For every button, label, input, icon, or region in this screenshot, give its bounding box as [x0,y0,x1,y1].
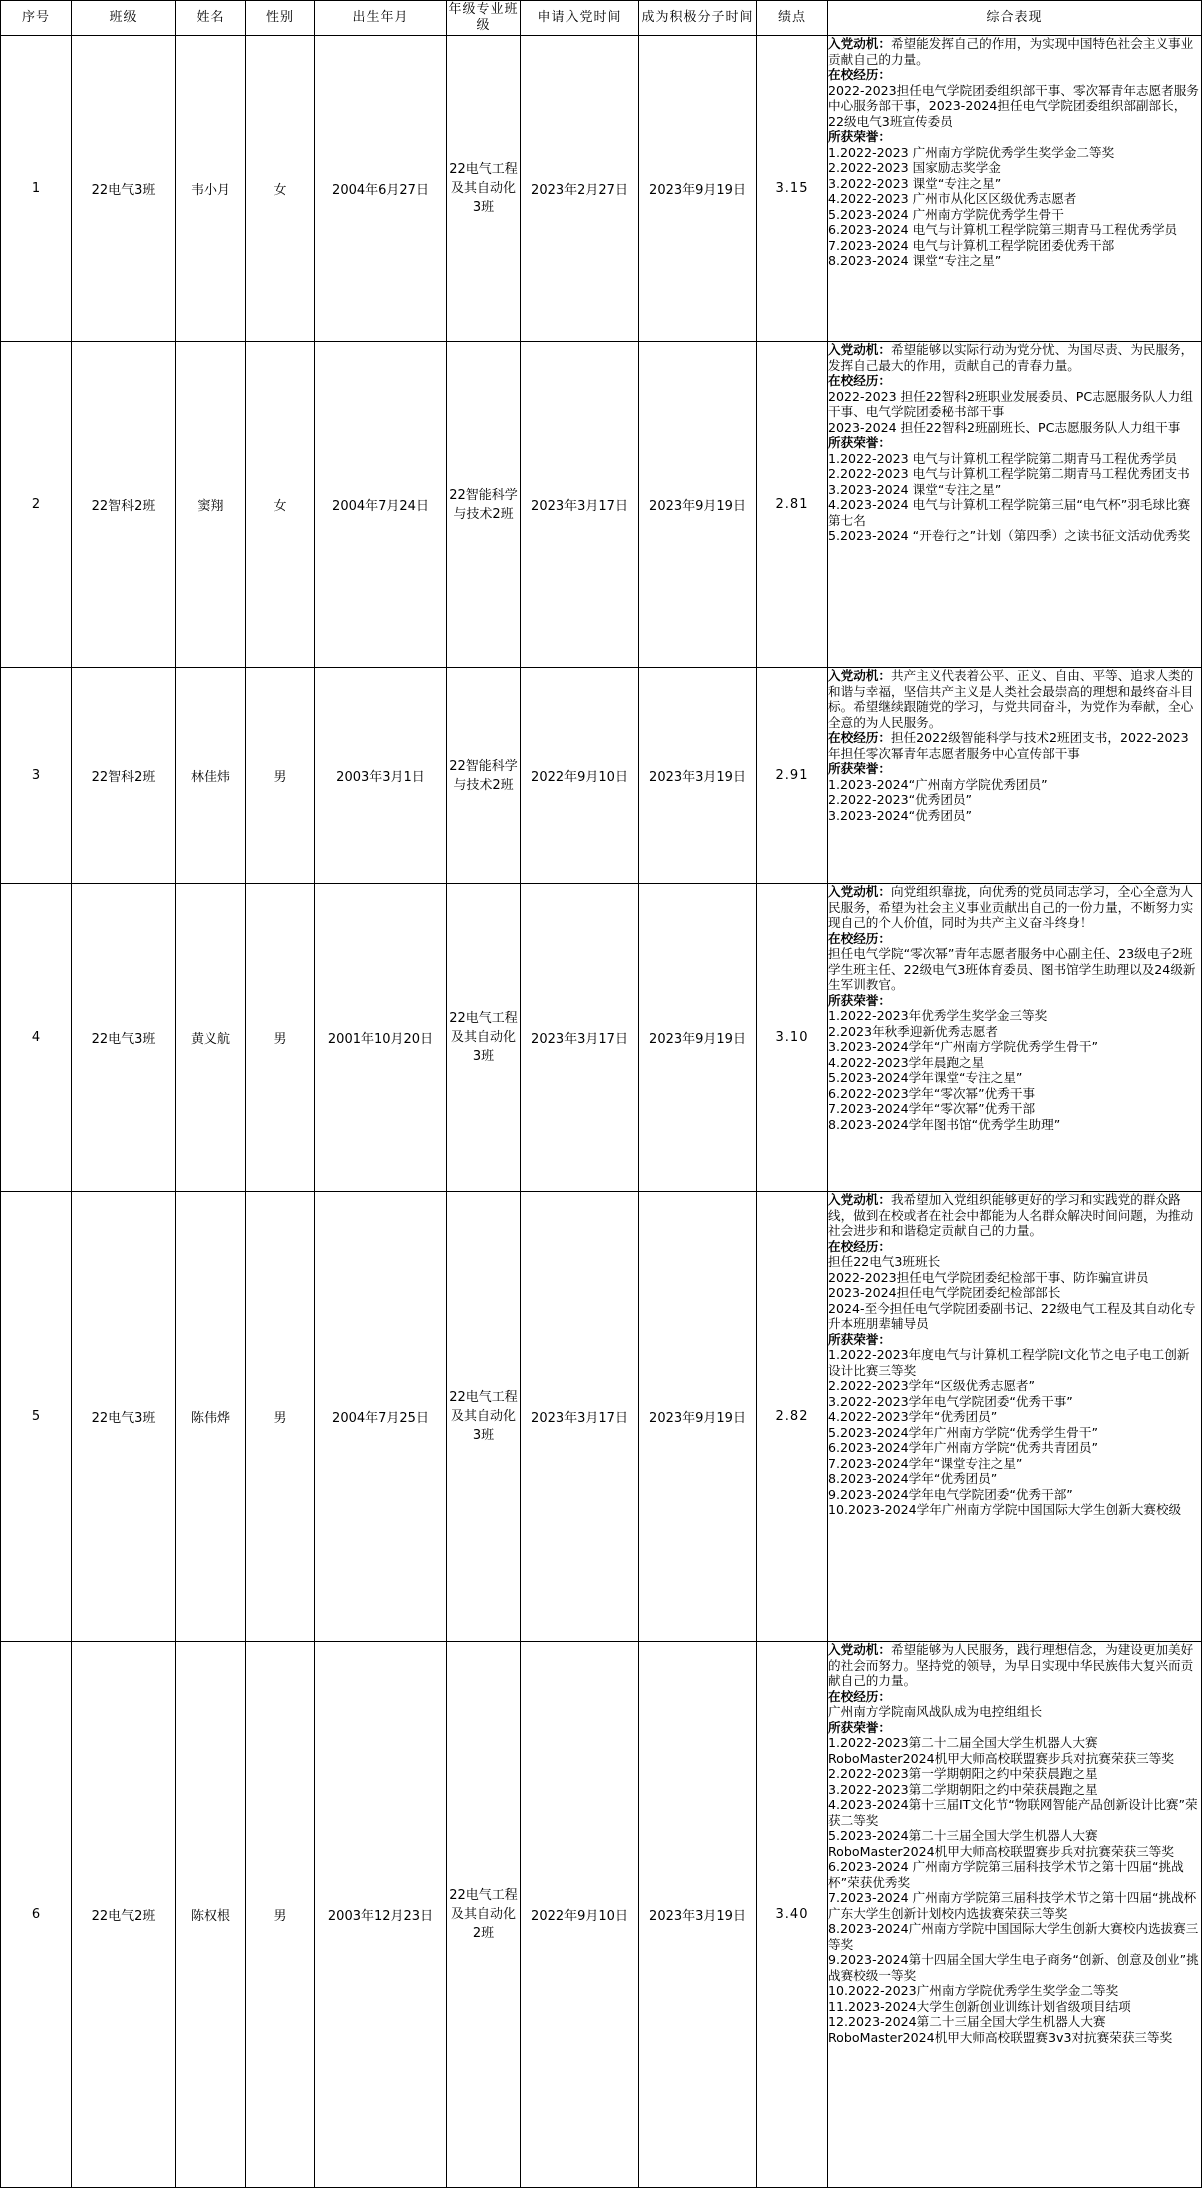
honors-label: 所获荣誉： [828,992,891,1008]
header-activist-date: 成为积极分子时间 [639,1,757,36]
honor-item: 2.2022-2023学年“区级优秀志愿者” [828,1378,1036,1393]
motivation-label: 入党动机： [828,36,891,51]
cell-apply-date: 2022年9月10日 [521,668,639,884]
honor-item: 2.2022-2023 电气与计算机工程学院第二期青马工程优秀团支书 [828,466,1190,481]
motivation-paragraph [828,884,1201,931]
experience-text: 广州南方学院南风战队成为电控组组长 [828,1704,1043,1719]
cell-gender: 男 [246,668,315,884]
experience-item: 2024-至今担任电气学院团委副书记、22级电气工程及其自动化专升本班朋辈辅导员 [828,1300,1196,1331]
cell-class: 22智科2班 [72,342,176,668]
motivation-label: 入党动机： [828,884,891,899]
honor-item: 12.2023-2024第二十三届全国大学生机器人大赛RoboMaster2024机甲大师高校联盟赛3v3对抗赛荣获三等奖 [828,2014,1173,2045]
honor-item: 10.2022-2023广州南方学院优秀学生奖学金二等奖 [828,1983,1119,1998]
honor-item: 10.2023-2024学年广州南方学院中国国际大学生创新大赛校级 [828,1502,1182,1517]
honor-item: 1.2022-2023第二十二届全国大学生机器人大赛RoboMaster2024机甲大师高校联盟赛步兵对抗赛荣获三等奖 [828,1735,1174,1766]
cell-summary [828,36,1202,342]
honor-item: 7.2023-2024学年“课堂专注之星” [828,1455,1023,1471]
honor-item: 3.2022-2023 课堂“专注之星” [828,175,1002,191]
cell-major: 22电气工程及其自动化3班 [447,1192,521,1642]
cell-activist-date: 2023年3月19日 [639,668,757,884]
cell-class: 22智科2班 [72,668,176,884]
motivation-paragraph [828,1192,1201,1239]
cell-summary [828,884,1202,1192]
cell-gpa: 3.15 [757,36,828,342]
honor-item: 8.2023-2024广州南方学院中国国际大学生创新大赛校内选拔赛三等奖 [828,1921,1199,1952]
honor-item: 4.2022-2023学年“优秀团员” [828,1409,998,1424]
cell-summary [828,668,1202,884]
experience-item: 2023-2024担任电气学院团委纪检部部长 [828,1285,1061,1300]
motivation-paragraph [828,342,1201,373]
cell-name: 林佳炜 [176,668,246,884]
experience-item: 2022-2023担任电气学院团委纪检部干事、防诈骗宣讲员 [828,1269,1149,1285]
cell-name: 黄义航 [176,884,246,1192]
experience-text: 担任电气学院“零次幂”青年志愿者服务中心副主任、23级电子2班学生班主任、22级电气3班体育委员、图书馆学生助理以及24级新生军训教官。 [828,946,1196,992]
honor-item: 6.2023-2024学年广州南方学院“优秀共青团员” [828,1440,1099,1455]
cell-class: 22电气3班 [72,884,176,1192]
honors-list [828,1347,1201,1518]
experience-item: 担任22电气3班班长 [828,1254,941,1269]
cell-activist-date: 2023年9月19日 [639,36,757,342]
motivation-label: 入党动机： [828,1192,891,1207]
experience-item: 2023-2024 担任22智科2班副班长、PC志愿服务队人力组干事 [828,419,1181,435]
motivation-text: 共产主义代表着公平、正义、自由、平等、追求人类的和谐与幸福，坚信共产主义是人类社会最崇高的理想和最终奋斗目标。希望继续跟随党的学习，与党共同奋斗，为党作为奉献，全心全意的为人民服务。 [828,668,1194,730]
experience-list [828,1254,1201,1332]
motivation-label: 入党动机： [828,1642,891,1657]
experience-text: 2022-2023担任电气学院团委组织部干事、零次幂青年志愿者服务中心服务部干事，2023-2024担任电气学院团委组织部副部长，22级电气3班宣传委员 [828,82,1199,129]
experience-label: 在校经历： [828,930,891,946]
cell-apply-date: 2023年3月17日 [521,1192,639,1642]
table-row [1,342,1202,668]
cell-gender: 女 [246,342,315,668]
honor-item: 8.2023-2024 课堂“专注之星” [828,253,1002,268]
honor-item: 1.2022-2023年度电气与计算机工程学院I文化节之电子电工创新设计比赛三等奖 [828,1347,1190,1378]
honor-item: 6.2022-2023学年“零次幂”优秀干事 [828,1085,1036,1101]
header-apply-date: 申请入党时间 [521,1,639,36]
cell-birth: 2001年10月20日 [315,884,447,1192]
cell-no: 6 [1,1642,72,2188]
cell-major: 22智能科学与技术2班 [447,668,521,884]
motivation-text: 希望能够以实际行动为党分忧、为国尽责、为民服务，发挥自己最大的作用，贡献自己的青春力量。 [828,342,1194,373]
header-class: 班级 [72,1,176,36]
cell-gpa: 2.82 [757,1192,828,1642]
cell-gender: 男 [246,1192,315,1642]
honor-item: 4.2023-2024 电气与计算机工程学院第三届“电气杯”羽毛球比赛第七名 [828,497,1191,528]
experience-label: 在校经历： [828,1238,891,1254]
honor-item: 2.2022-2023第一学期朝阳之约中荣获晨跑之星 [828,1766,1098,1781]
cell-apply-date: 2023年3月17日 [521,342,639,668]
cell-name: 韦小月 [176,36,246,342]
table-row [1,36,1202,342]
table-row [1,668,1202,884]
honor-item: 9.2023-2024学年电气学院团委“优秀干部” [828,1486,1073,1502]
cell-summary [828,342,1202,668]
honor-item: 2.2023年秋季迎新优秀志愿者 [828,1023,999,1039]
cell-no: 4 [1,884,72,1192]
experience-list [828,389,1201,436]
honors-label: 所获荣誉： [828,1331,891,1347]
honor-item: 4.2022-2023学年晨跑之星 [828,1054,985,1070]
honor-item: 5.2023-2024学年课堂“专注之星” [828,1070,1023,1085]
cell-class: 22电气2班 [72,1642,176,2188]
honor-item: 9.2023-2024第十四届全国大学生电子商务“创新、创意及创业”挑战赛校级一等奖 [828,1952,1199,1983]
cell-class: 22电气3班 [72,36,176,342]
cell-no: 3 [1,668,72,884]
cell-birth: 2004年7月24日 [315,342,447,668]
cell-major: 22电气工程及其自动化2班 [447,1642,521,2188]
header-name: 姓名 [176,1,246,36]
cell-gender: 男 [246,1642,315,2188]
cell-activist-date: 2023年9月19日 [639,1192,757,1642]
honors-label: 所获荣誉： [828,435,891,450]
cell-summary [828,1192,1202,1642]
honors-list [828,1008,1201,1132]
honors-list [828,777,1201,824]
table-header-row [1,1,1202,36]
header-no: 序号 [1,1,72,36]
honor-item: 11.2023-2024大学生创新创业训练计划省级项目结项 [828,1998,1131,2014]
cell-gpa: 3.10 [757,884,828,1192]
honor-item: 7.2023-2024 广州南方学院第三届科技学术节之第十四届“挑战杯广东大学生创新计划校内选拔赛荣获三等奖 [828,1890,1197,1921]
motivation-paragraph [828,668,1201,730]
motivation-text: 向党组织靠拢，向优秀的党员同志学习，全心全意为人民服务，希望为社会主义事业贡献出自己的一份力量，不断努力实现自己的个人价值，同时为共产主义奋斗终身！ [828,884,1194,930]
honor-item: 5.2023-2024第二十三届全国大学生机器人大赛RoboMaster2024机甲大师高校联盟赛步兵对抗赛荣获三等奖 [828,1828,1174,1859]
honors-label: 所获荣誉： [828,761,891,776]
cell-major: 22电气工程及其自动化3班 [447,36,521,342]
cell-gpa: 3.40 [757,1642,828,2188]
honor-item: 3.2023-2024 课堂“专注之星” [828,481,1002,497]
header-birth: 出生年月 [315,1,447,36]
cell-birth: 2004年6月27日 [315,36,447,342]
motivation-text: 希望能发挥自己的作用，为实现中国特色社会主义事业贡献自己的力量。 [828,36,1194,67]
experience-label: 在校经历： [828,67,891,82]
honor-item: 5.2023-2024学年广州南方学院“优秀学生骨干” [828,1424,1099,1440]
cell-activist-date: 2023年3月19日 [639,1642,757,2188]
cell-birth: 2003年12月23日 [315,1642,447,2188]
cell-birth: 2004年7月25日 [315,1192,447,1642]
honor-item: 3.2023-2024“优秀团员” [828,807,973,823]
honor-item: 3.2022-2023第二学期朝阳之约中荣获晨跑之星 [828,1781,1098,1797]
cell-no: 1 [1,36,72,342]
honor-item: 8.2023-2024学年“优秀团员” [828,1471,998,1486]
honor-item: 1.2022-2023 广州南方学院优秀学生奖学金二等奖 [828,144,1115,160]
table-row [1,1642,1202,2188]
experience-label: 在校经历： [828,373,891,388]
motivation-text: 希望能够为人民服务，践行理想信念，为建设更加美好的社会而努力。坚持党的领导，为早日实现中华民族伟大复兴而贡献自己的力量。 [828,1642,1194,1688]
honor-item: 1.2022-2023 电气与计算机工程学院第二期青马工程优秀学员 [828,450,1178,466]
table-row [1,884,1202,1192]
cell-major: 22电气工程及其自动化3班 [447,884,521,1192]
honor-item: 6.2023-2024 广州南方学院第三届科技学术节之第十四届“挑战杯”荣获优秀奖 [828,1859,1184,1890]
honors-label: 所获荣誉： [828,129,891,144]
honor-item: 5.2023-2024 广州南方学院优秀学生骨干 [828,206,1064,222]
honor-item: 3.2023-2024学年“广州南方学院优秀学生骨干” [828,1039,1099,1054]
honor-item: 4.2022-2023 广州市从化区区级优秀志愿者 [828,191,1077,206]
honors-list [828,145,1201,269]
cell-gpa: 2.81 [757,342,828,668]
honor-item: 4.2023-2024第十三届IT文化节“物联网智能产品创新设计比赛”荣获二等奖 [828,1797,1198,1828]
cell-gpa: 2.91 [757,668,828,884]
cell-no: 2 [1,342,72,668]
honors-label: 所获荣誉： [828,1719,891,1735]
honor-item: 2.2022-2023“优秀团员” [828,792,973,807]
cell-name: 陈伟烨 [176,1192,246,1642]
honor-item: 2.2022-2023 国家励志奖学金 [828,160,1001,175]
cell-name: 窦翔 [176,342,246,668]
cell-no: 5 [1,1192,72,1642]
cell-class: 22电气3班 [72,1192,176,1642]
header-summary: 综合表现 [828,1,1202,36]
cell-activist-date: 2023年9月19日 [639,884,757,1192]
honor-item: 1.2023-2024“广州南方学院优秀团员” [828,776,1048,792]
experience-item: 2022-2023 担任22智科2班职业发展委员、PC志愿服务队人力组干事、电气学院团委秘书部干事 [828,388,1193,419]
honor-item: 5.2023-2024 “开卷行之”计划（第四季）之读书征文活动优秀奖 [828,528,1191,543]
cell-gender: 女 [246,36,315,342]
experience-label: 在校经历： [828,1688,891,1704]
honor-item: 1.2022-2023年优秀学生奖学金三等奖 [828,1008,1048,1023]
cell-gender: 男 [246,884,315,1192]
motivation-label: 入党动机： [828,342,891,357]
experience-paragraph [828,730,1201,761]
motivation-label: 入党动机： [828,668,891,683]
cell-major: 22智能科学与技术2班 [447,342,521,668]
honor-item: 3.2022-2023学年电气学院团委“优秀干事” [828,1393,1073,1409]
honor-item: 6.2023-2024 电气与计算机工程学院第三期青马工程优秀学员 [828,222,1178,237]
honors-list [828,451,1201,544]
cell-name: 陈权根 [176,1642,246,2188]
header-gpa: 绩点 [757,1,828,36]
experience-text: 担任2022级智能科学与技术2班团支书，2022-2023年担任零次幂青年志愿者服务中心宣传部干事 [828,730,1189,761]
honors-list [828,1735,1201,2045]
motivation-paragraph [828,1642,1201,1689]
honor-item: 7.2023-2024 电气与计算机工程学院团委优秀干部 [828,237,1115,253]
motivation-paragraph [828,36,1201,67]
cell-apply-date: 2022年9月10日 [521,1642,639,2188]
motivation-text: 我希望加入党组织能够更好的学习和实践党的群众路线，做到在校或者在社会中都能为人名群众解决时间问题，为推动社会进步和和谐稳定贡献自己的力量。 [828,1192,1194,1238]
cell-birth: 2003年3月1日 [315,668,447,884]
table-row [1,1192,1202,1642]
cell-activist-date: 2023年9月19日 [639,342,757,668]
header-major: 年级专业班级 [447,1,521,36]
honor-item: 7.2023-2024学年“零次幂”优秀干部 [828,1101,1036,1116]
cell-apply-date: 2023年3月17日 [521,884,639,1192]
cell-summary [828,1642,1202,2188]
honor-item: 8.2023-2024学年图书馆“优秀学生助理” [828,1116,1061,1132]
header-gender: 性别 [246,1,315,36]
experience-label: 在校经历： [828,730,891,745]
cell-apply-date: 2023年2月27日 [521,36,639,342]
